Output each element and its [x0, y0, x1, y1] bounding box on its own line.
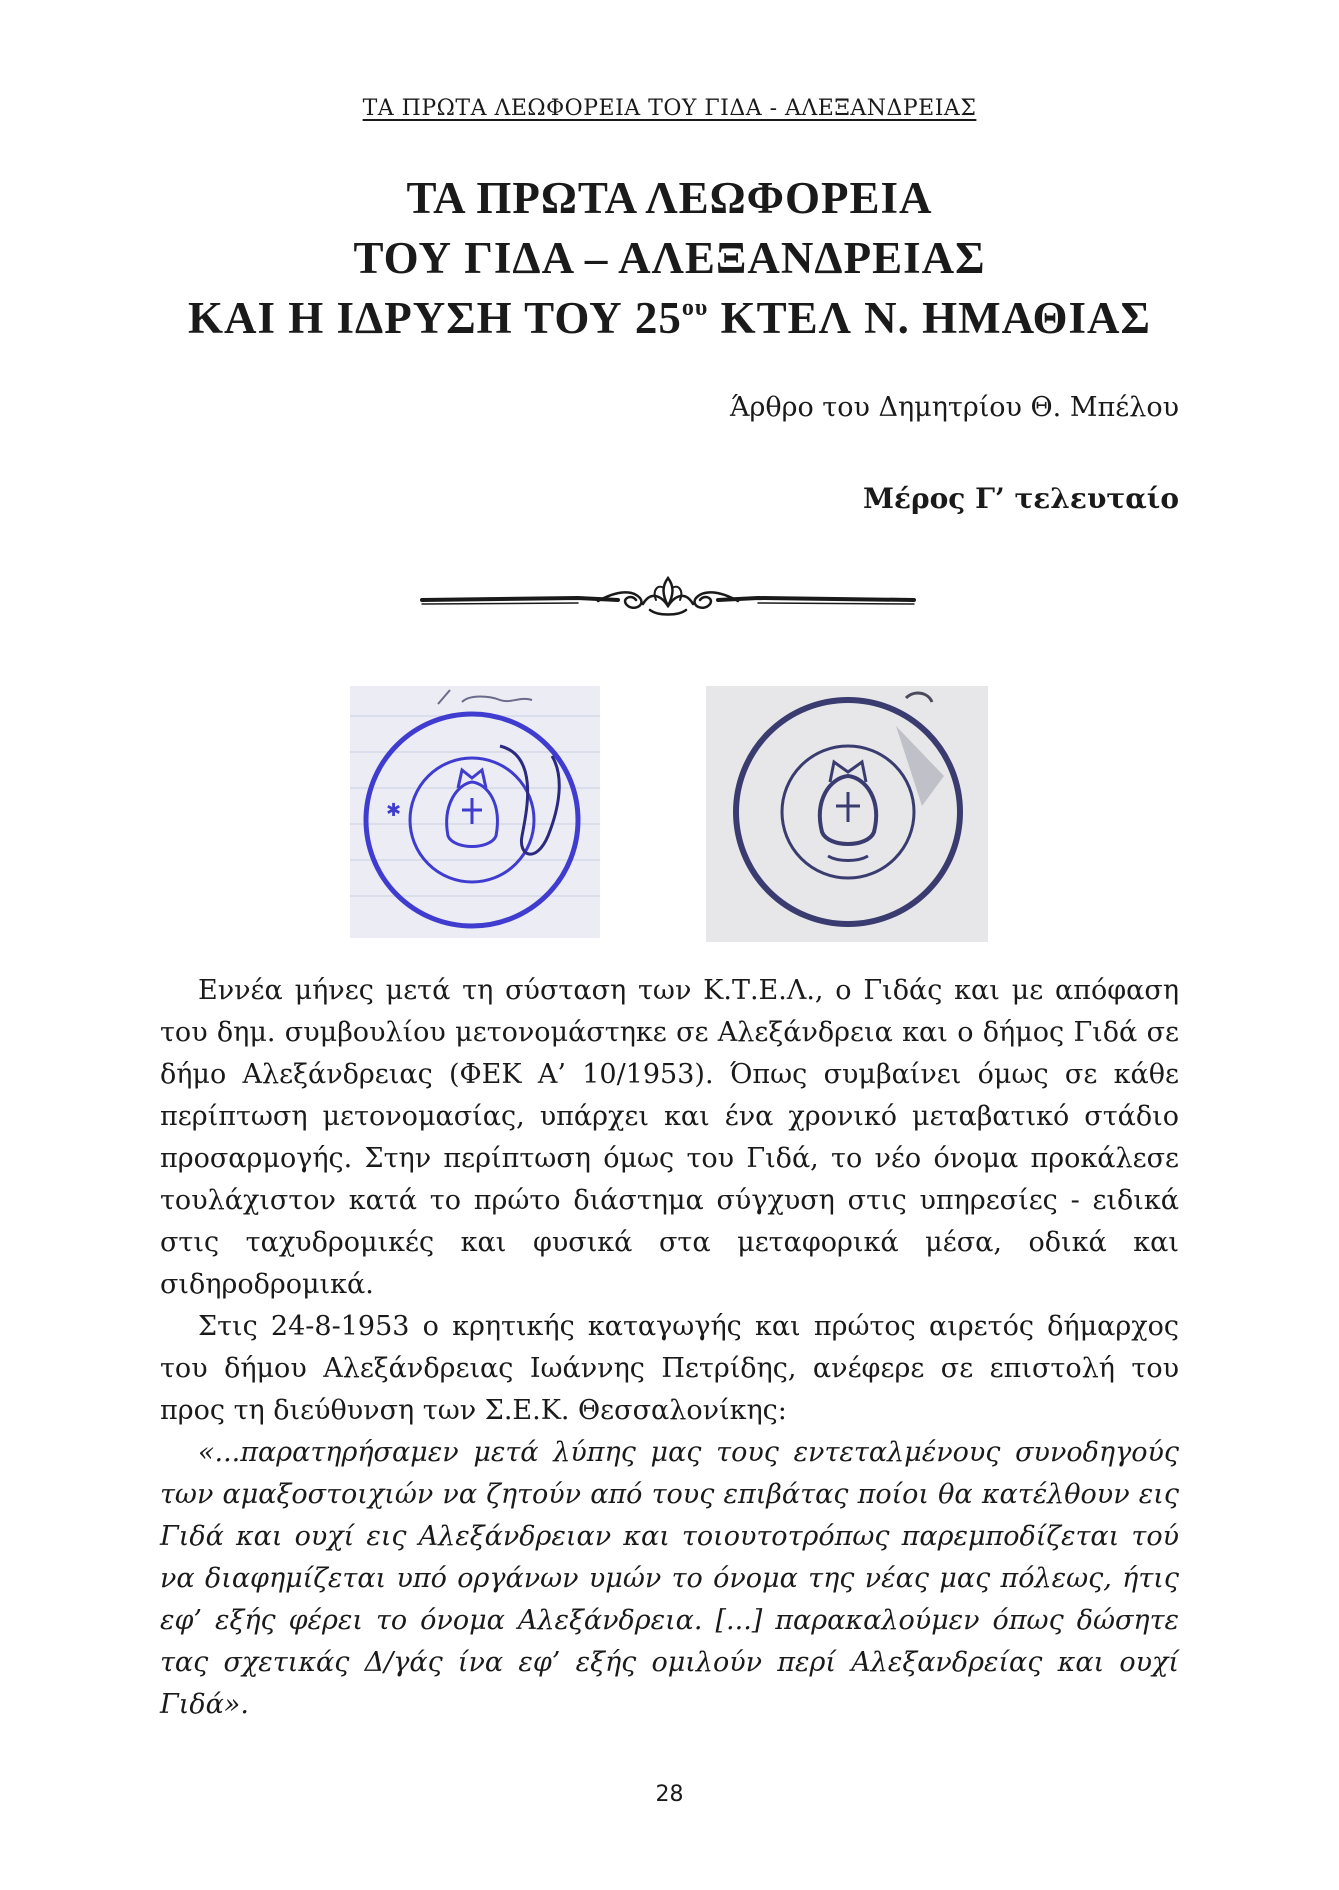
article-body — [160, 970, 1179, 1726]
body-paragraph-1: Εννέα μήνες μετά τη σύσταση των Κ.Τ.Ε.Λ., ο Γιδάς και με απόφαση του δημ. συμβουλίου μετονομάστηκε σε Αλεξάνδρεια και ο δήμος Γιδά σε δήμο Αλεξάνδρειας (ΦΕΚ Α’ 10/1953). Όπως συμβαίνει όμως σε κάθε περίπτωση μετονομασίας, υπάρχει και ένα χρονικό μεταβατικό στάδιο προσαρμογής. Στην περίπτωση όμως του Γιδά, το νέο όνομα προκάλεσε τουλάχιστον κατά το πρώτο διάστημα σύγχυση στις υπηρεσίες - ειδικά στις ταχυδρομικές και φυσικά στα μεταφορικά μέσα, οδικά και σιδηροδρομικά. — [160, 975, 1179, 1300]
page-number: 28 — [655, 1782, 684, 1807]
title-line-3 — [0, 288, 1339, 348]
ornament-divider-icon — [418, 570, 918, 630]
seal-stamp-gida-icon — [350, 686, 600, 938]
running-header: ΤΑ ΠΡΩΤΑ ΛΕΩΦΟΡΕΙΑ ΤΟΥ ΓΙΔΑ - ΑΛΕΞΑΝΔΡΕΙΑΣ — [362, 96, 977, 121]
author-byline: Άρθρο του Δημητρίου Θ. Μπέλου — [729, 392, 1179, 423]
body-paragraph-2: Στις 24-8-1953 ο κρητικής καταγωγής και πρώτος αιρετός δήμαρχος του δήμου Αλεξάνδρειας Ιωάννης Πετρίδης, ανέφερε σε επιστολή του προς τη διεύθυνση των Σ.Ε.Κ. Θεσσαλονίκης: — [160, 1311, 1179, 1426]
svg-text:✱: ✱ — [386, 800, 402, 821]
title-superscript: ου — [681, 295, 709, 321]
title-line-3-end: ΚΤΕΛ Ν. ΗΜΑΘΙΑΣ — [708, 293, 1151, 343]
title-line-1: ΤΑ ΠΡΩΤΑ ΛΕΩΦΟΡΕΙΑ — [406, 173, 933, 223]
part-label: Μέρος Γ’ τελευταίο — [862, 482, 1179, 515]
title-line-2: ΤΟΥ ΓΙΔΑ – ΑΛΕΞΑΝΔΡΕΙΑΣ — [353, 233, 986, 283]
quoted-letter: «...παρατηρήσαμεν μετά λύπης μας τους εντεταλμένους συνοδηγούς των αμαξοστοιχιών να ζητούν από τους επιβάτας ποίοι θα κατέλθουν εις Γιδά και ουχί εις Αλεξάνδρειαν και τοιουτοτρόπως παρεμποδίζεται τού να διαφημίζεται υπό οργάνων υμών το όνομα της νέας μας πόλεως, ήτις εφ’ εξής φέρει το όνομα Αλεξάνδρεια. [...] παρακαλούμεν όπως δώσητε τας σχετικάς Δ/γάς ίνα εφ’ εξής ομιλούν περί Αλεξανδρείας και ουχί Γιδά». — [160, 1437, 1179, 1720]
seal-stamp-alexandreia-icon — [706, 686, 988, 942]
title-line-3-start: ΚΑΙ Η ΙΔΡΥΣΗ ΤΟΥ 25 — [188, 293, 682, 343]
article-title — [0, 168, 1339, 348]
